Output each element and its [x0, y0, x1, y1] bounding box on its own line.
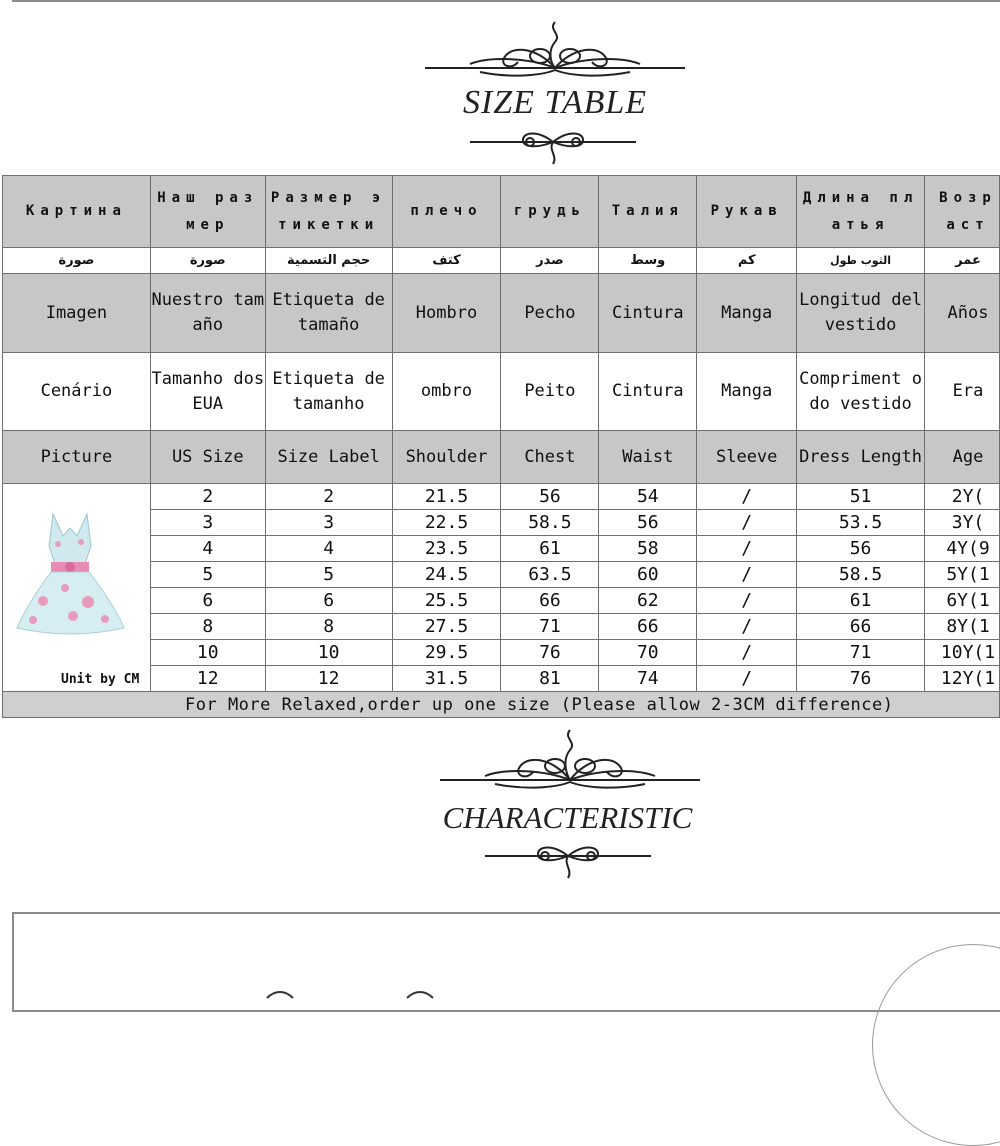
header-cell: Hombro: [392, 274, 501, 353]
cell: /: [697, 614, 797, 640]
flourish-ornament-under-title: [468, 126, 638, 166]
header-cell: Cintura: [599, 274, 697, 353]
cell: 51: [797, 484, 925, 510]
cell: 5: [265, 562, 392, 588]
header-cell: Dress Length: [797, 431, 925, 484]
header-cell: Waist: [599, 431, 697, 484]
cell: 29.5: [392, 640, 501, 666]
unit-note: Unit by CM: [61, 672, 140, 687]
header-cell: Shoulder: [392, 431, 501, 484]
header-cell: كم: [697, 248, 797, 274]
cell: 81: [501, 666, 599, 692]
header-cell: плечо: [392, 176, 501, 248]
cell: 27.5: [392, 614, 501, 640]
header-cell: Наш размер: [150, 176, 265, 248]
characteristic-title: CHARACTERISTIC: [442, 800, 693, 835]
cell: 3: [150, 510, 265, 536]
size-table-title: SIZE TABLE: [462, 84, 648, 121]
header-cell: Etiqueta de tamanho: [265, 353, 392, 431]
cell: 3: [265, 510, 392, 536]
header-cell: US Size: [150, 431, 265, 484]
cell: /: [697, 640, 797, 666]
cell: 8Y(1: [925, 614, 1000, 640]
small-flourish-left: [265, 990, 295, 1000]
header-cell: Длина платья: [797, 176, 925, 248]
cell: 66: [599, 614, 697, 640]
header-cell: Size Label: [265, 431, 392, 484]
cell: 56: [501, 484, 599, 510]
cell: 56: [797, 536, 925, 562]
header-cell: Peito: [501, 353, 599, 431]
header-cell: Años: [925, 274, 1000, 353]
cell: 76: [501, 640, 599, 666]
header-cell: Tamanho dos EUA: [150, 353, 265, 431]
cell: 22.5: [392, 510, 501, 536]
table-row: [3, 588, 1000, 614]
cell: 58.5: [501, 510, 599, 536]
header-cell: Sleeve: [697, 431, 797, 484]
cell: 12: [265, 666, 392, 692]
cell: 76: [797, 666, 925, 692]
cell: /: [697, 510, 797, 536]
header-cell: Era: [925, 353, 1000, 431]
cell: 5Y(1: [925, 562, 1000, 588]
cell: 4Y(9: [925, 536, 1000, 562]
cell: 21.5: [392, 484, 501, 510]
cell: 54: [599, 484, 697, 510]
cell: 8: [150, 614, 265, 640]
header-cell: ombro: [392, 353, 501, 431]
cell: 8: [265, 614, 392, 640]
cell: 71: [501, 614, 599, 640]
header-cell: Cintura: [599, 353, 697, 431]
header-cell: Longitud del vestido: [797, 274, 925, 353]
cell: 3Y(: [925, 510, 1000, 536]
size-table: [2, 175, 1000, 718]
cell: 10: [265, 640, 392, 666]
cell: 61: [797, 588, 925, 614]
cell: 70: [599, 640, 697, 666]
cell: 25.5: [392, 588, 501, 614]
header-cell: Imagen: [3, 274, 151, 353]
header-cell: كتف: [392, 248, 501, 274]
header-cell: صورة: [3, 248, 151, 274]
cell: 74: [599, 666, 697, 692]
header-cell: عمر: [925, 248, 1000, 274]
cell: 2: [265, 484, 392, 510]
flourish-ornament-middle: [435, 726, 705, 792]
header-cell: Manga: [697, 353, 797, 431]
cell: 58.5: [797, 562, 925, 588]
header-cell: Талия: [599, 176, 697, 248]
cell: 58: [599, 536, 697, 562]
header-cell: Cenário: [3, 353, 151, 431]
table-row: [3, 510, 1000, 536]
cell: 71: [797, 640, 925, 666]
cell: 2Y(: [925, 484, 1000, 510]
header-cell: Размер этикетки: [265, 176, 392, 248]
header-cell: Manga: [697, 274, 797, 353]
cell: /: [697, 562, 797, 588]
cell: 6Y(1: [925, 588, 1000, 614]
table-row: [3, 614, 1000, 640]
cell: 31.5: [392, 666, 501, 692]
header-cell: Возраст: [925, 176, 1000, 248]
table-row: [3, 536, 1000, 562]
cell: 2: [150, 484, 265, 510]
header-cell: وسط: [599, 248, 697, 274]
cell: 23.5: [392, 536, 501, 562]
cell: 10Y(1: [925, 640, 1000, 666]
cell: 6: [150, 588, 265, 614]
small-flourish-right: [405, 990, 435, 1000]
header-cell: Рукав: [697, 176, 797, 248]
cell: 4: [150, 536, 265, 562]
characteristic-frame: [12, 912, 1000, 1012]
header-cell: الثوب طول: [797, 248, 925, 274]
cell: /: [697, 536, 797, 562]
header-cell: Picture: [3, 431, 151, 484]
header-cell: Compriment o do vestido: [797, 353, 925, 431]
cell: 56: [599, 510, 697, 536]
cell: 60: [599, 562, 697, 588]
top-frame: [12, 0, 1000, 2]
size-advice-note: For More Relaxed,order up one size (Please allow 2-3CM difference): [3, 692, 1000, 718]
header-row-russian: [3, 176, 1000, 248]
cell: 62: [599, 588, 697, 614]
cell: /: [697, 588, 797, 614]
cell: /: [697, 666, 797, 692]
cell: 6: [265, 588, 392, 614]
cell: 12Y(1: [925, 666, 1000, 692]
table-row: [3, 666, 1000, 692]
header-cell: صورة: [150, 248, 265, 274]
cell: 61: [501, 536, 599, 562]
header-row-spanish: [3, 274, 1000, 353]
header-cell: грудь: [501, 176, 599, 248]
cell: 66: [797, 614, 925, 640]
cell: 24.5: [392, 562, 501, 588]
footer-row: [3, 692, 1000, 718]
cell: 5: [150, 562, 265, 588]
header-cell: Chest: [501, 431, 599, 484]
header-cell: Age: [925, 431, 1000, 484]
header-row-arabic: [3, 248, 1000, 274]
product-picture-cell: [3, 484, 151, 692]
cell: 63.5: [501, 562, 599, 588]
header-cell: Nuestro tamaño: [150, 274, 265, 353]
flourish-ornament-under-characteristic: [483, 840, 653, 880]
cell: 12: [150, 666, 265, 692]
table-row: [3, 640, 1000, 666]
cell: 66: [501, 588, 599, 614]
table-row: [3, 484, 1000, 510]
cell: /: [697, 484, 797, 510]
header-cell: حجم التسمية: [265, 248, 392, 274]
cell: 4: [265, 536, 392, 562]
cell: 53.5: [797, 510, 925, 536]
dress-image: [13, 506, 128, 636]
header-cell: Etiqueta de tamaño: [265, 274, 392, 353]
header-cell: Pecho: [501, 274, 599, 353]
header-cell: Картина: [3, 176, 151, 248]
header-row-english: [3, 431, 1000, 484]
header-cell: صدر: [501, 248, 599, 274]
header-row-portuguese: [3, 353, 1000, 431]
cell: 10: [150, 640, 265, 666]
flourish-ornament-top: [420, 18, 690, 80]
table-row: [3, 562, 1000, 588]
